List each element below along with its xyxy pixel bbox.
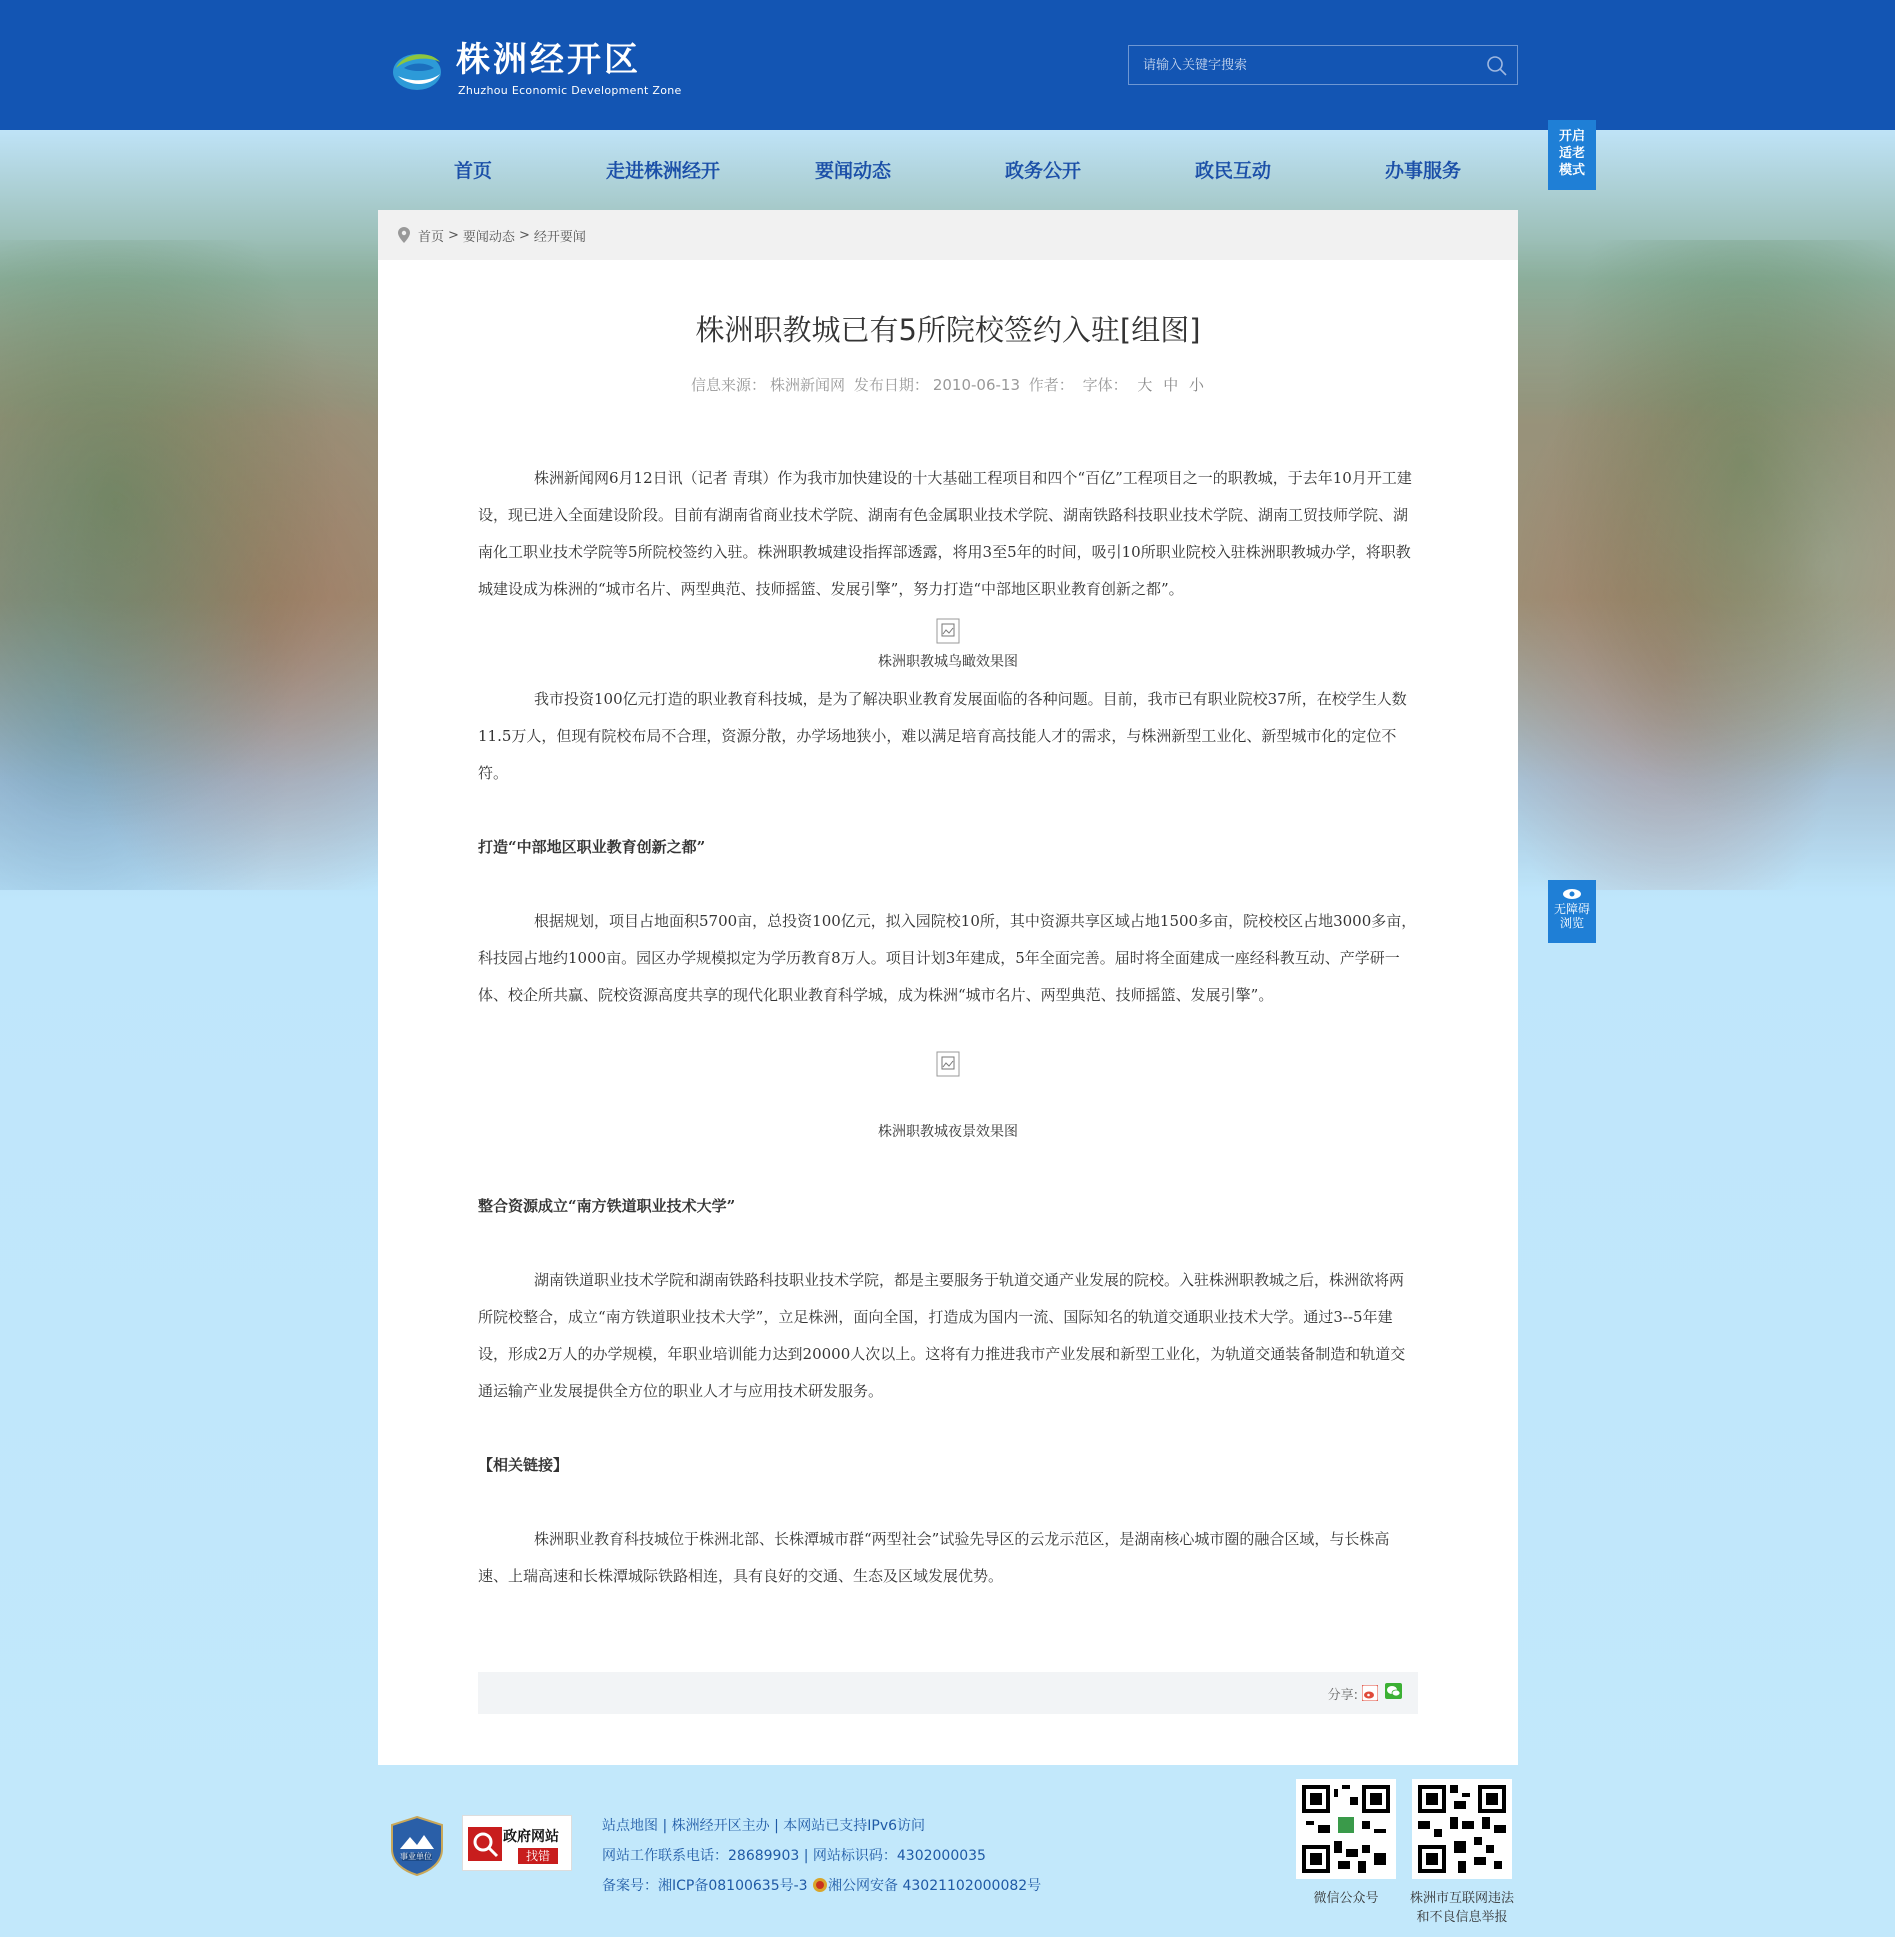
wechat-qr-caption: 微信公众号 bbox=[1313, 1891, 1379, 1906]
site-logo[interactable] bbox=[390, 38, 690, 104]
article-paragraph: 湖南铁道职业技术学院和湖南铁路科技职业技术学院，都是主要服务于轨道交通产业发展的院校。入驻株洲职教城之后，株洲欲将两所院校整合，成立“南方铁道职业技术大学”，立足株洲，面向全国，打造成为国内一流、国际知名的轨道交通职业技术大学。通过3--5年建设，形成2万人的办学规模，年职业培训能力达到20000人次以上。这将有力推进我市产业发展和新型工业化，为轨道交通装备制造和轨道交通运输产业发展提供全方位的职业人才与应用技术研发服务。 bbox=[478, 1271, 1406, 1400]
font-size-label: 字体： bbox=[1082, 376, 1128, 394]
elderly-mode-label-1: 开启 bbox=[1558, 129, 1585, 144]
broken-image-icon bbox=[936, 1051, 960, 1077]
section-heading: 整合资源成立“南方铁道职业技术大学” bbox=[478, 1197, 736, 1215]
breadcrumb-current[interactable]: 经开要闻 bbox=[533, 229, 586, 245]
font-size-medium[interactable]: 中 bbox=[1163, 376, 1179, 394]
gov-site-error-report-badge[interactable] bbox=[462, 1815, 572, 1871]
phone-label: 网站工作联系电话： bbox=[602, 1848, 728, 1864]
accessibility-button[interactable] bbox=[1548, 880, 1596, 943]
article-paragraph: 根据规划，项目占地面积5700亩，总投资100亿元，拟入园院校10所，其中资源共享区域占地1500多亩，院校校区占地3000多亩，科技园占地约1000亩。园区办学规模拟定为学历教育8万人。项目计划3年建成，5年全面完善。届时将全面建成一座经科教互动、产学研一体、校企所共赢、院校资源高度共享的现代化职业教育科学城，成为株洲“城市名片、两型典范、技师摇篮、发展引擎”。 bbox=[478, 912, 1417, 1004]
spacer bbox=[478, 1225, 1418, 1262]
spacer bbox=[478, 1077, 1418, 1114]
image-caption: 株洲职教城夜景效果图 bbox=[878, 1124, 1018, 1140]
eye-icon bbox=[1562, 888, 1582, 900]
main-nav bbox=[378, 150, 1518, 192]
nav-about[interactable]: 走进株洲经开 bbox=[605, 160, 720, 182]
background-scenery-right bbox=[1518, 240, 1895, 890]
sitemap-link[interactable]: 站点地图 bbox=[602, 1818, 658, 1834]
site-subtitle: Zhuzhou Economic Development Zone bbox=[458, 84, 682, 97]
footer-links-row: 站点地图 | 株洲经开区主办 | 本网站已支持IPv6访问 bbox=[602, 1818, 926, 1834]
article-body bbox=[478, 460, 1418, 1595]
report-qr-caption bbox=[1400, 1889, 1524, 1927]
police-record-link[interactable]: 湘公网安备 43021102000082号 bbox=[828, 1878, 1042, 1894]
report-qr-caption-line1: 株洲市互联网违法 bbox=[1409, 1891, 1514, 1906]
article-paragraph: 株洲新闻网6月12日讯（记者 青琪）作为我市加快建设的十大基础工程项目和四个“百亿”工程项目之一的职教城，于去年10月开工建设，现已进入全面建设阶段。目前有湖南省商业技术学院、湖南有色金属职业技术学院、湖南铁路科技职业技术学院、湖南工贸技师学院、湖南化工职业技术学院等5所院校签约入驻。株洲职教城建设指挥部透露，将用3至5年的时间，吸引10所职业院校入驻株洲职教城办学，将职教城建设成为株洲的“城市名片、两型典范、技师摇篮、发展引擎”，努力打造“中部地区职业教育创新之都”。 bbox=[478, 469, 1412, 598]
ipv6-text: 本网站已支持IPv6访问 bbox=[783, 1818, 926, 1834]
nav-news[interactable]: 要闻动态 bbox=[814, 160, 891, 182]
site-id-label: 网站标识码： bbox=[812, 1848, 897, 1864]
report-qr-code bbox=[1412, 1779, 1512, 1879]
gov-site-text: 政府网站 bbox=[503, 1829, 559, 1845]
spacer bbox=[478, 1484, 1418, 1521]
nav-services[interactable]: 办事服务 bbox=[1384, 160, 1461, 182]
share-bar bbox=[478, 1672, 1418, 1714]
public-institution-badge[interactable] bbox=[390, 1815, 444, 1877]
breadcrumb-separator: > bbox=[448, 227, 459, 243]
breadcrumb-separator: > bbox=[518, 227, 530, 243]
accessibility-label-2: 浏览 bbox=[1559, 916, 1584, 930]
search-icon[interactable] bbox=[1485, 54, 1509, 78]
footer-info bbox=[602, 1811, 1041, 1901]
location-pin-icon bbox=[398, 227, 410, 243]
breadcrumb-news[interactable]: 要闻动态 bbox=[462, 229, 515, 245]
accessibility-label-1: 无障碍 bbox=[1553, 902, 1590, 916]
wechat-share-icon[interactable] bbox=[1385, 1683, 1402, 1699]
qr-code-icon bbox=[1302, 1785, 1390, 1873]
qr-code-icon bbox=[1418, 1785, 1506, 1873]
article-meta bbox=[378, 374, 1518, 395]
breadcrumb-home[interactable]: 首页 bbox=[418, 229, 445, 245]
spacer bbox=[478, 866, 1418, 903]
source-label: 信息来源： bbox=[691, 376, 767, 394]
source-value: 株洲新闻网 bbox=[770, 376, 846, 394]
article-paragraph: 株洲职业教育科技城位于株洲北部、长株潭城市群“两型社会”试验先导区的云龙示范区，是湖南核心城市圈的融合区域，与长株高速、上瑞高速和长株潭城际铁路相连，具有良好的交通、生态及区域发展优势。 bbox=[478, 1530, 1390, 1585]
font-size-large[interactable]: 大 bbox=[1137, 376, 1153, 394]
article-paragraph: 我市投资100亿元打造的职业教育科技城，是为了解决职业教育发展面临的各种问题。目前，我市已有职业院校37所，在校学生人数11.5万人，但现有院校布局不合理，资源分散，办学场地狭小，难以满足培育高技能人才的需求，与株洲新型工业化、新型城市化的定位不符。 bbox=[478, 690, 1407, 782]
article-title: 株洲职教城已有5所院校签约入驻[组图] bbox=[695, 313, 1201, 347]
image-caption: 株洲职教城鸟瞰效果图 bbox=[878, 654, 1018, 670]
background-scenery-left bbox=[0, 240, 380, 890]
site-id-value: 4302000035 bbox=[896, 1848, 986, 1864]
footer bbox=[0, 1765, 1895, 1937]
shield-icon bbox=[390, 1815, 444, 1877]
spacer bbox=[478, 1151, 1418, 1188]
sponsor-text: 株洲经开区主办 bbox=[671, 1818, 770, 1834]
elderly-mode-label-2: 适老 bbox=[1558, 146, 1585, 161]
public-institution-text: 事业单位 bbox=[400, 1852, 432, 1861]
icp-link[interactable]: 湘ICP备08100635号-3 bbox=[658, 1878, 808, 1894]
elderly-mode-button[interactable] bbox=[1548, 120, 1596, 190]
spacer bbox=[478, 1014, 1418, 1051]
spacer bbox=[478, 792, 1418, 829]
author-label: 作者： bbox=[1028, 376, 1074, 394]
police-badge-icon bbox=[812, 1877, 828, 1893]
nav-interaction[interactable]: 政民互动 bbox=[1194, 160, 1271, 182]
font-size-small[interactable]: 小 bbox=[1188, 376, 1204, 394]
share-label: 分享: bbox=[1327, 1688, 1358, 1703]
magnifier-icon bbox=[468, 1827, 502, 1861]
report-error-text: 找错 bbox=[518, 1848, 558, 1864]
footer-contact-row: 网站工作联系电话：28689903 | 网站标识码：4302000035 bbox=[602, 1848, 986, 1864]
footer-icp-row bbox=[602, 1871, 1041, 1901]
wechat-qr-code bbox=[1296, 1779, 1396, 1879]
spacer bbox=[478, 1410, 1418, 1447]
nav-gov-affairs[interactable]: 政务公开 bbox=[1004, 160, 1081, 182]
header-bar bbox=[0, 0, 1895, 130]
logo-icon bbox=[390, 42, 444, 96]
site-title: 株洲经开区 bbox=[456, 40, 641, 80]
main-content bbox=[378, 210, 1518, 1765]
breadcrumb bbox=[378, 210, 1518, 260]
search-input[interactable] bbox=[1129, 46, 1469, 84]
search-box bbox=[1128, 45, 1518, 85]
icp-label: 备案号： bbox=[602, 1878, 658, 1894]
date-value: 2010-06-13 bbox=[932, 376, 1021, 394]
report-qr-caption-line2: 和不良信息举报 bbox=[1416, 1910, 1508, 1925]
nav-home[interactable]: 首页 bbox=[453, 160, 492, 182]
weibo-share-icon[interactable] bbox=[1362, 1685, 1378, 1701]
section-heading: 打造“中部地区职业教育创新之都” bbox=[478, 838, 706, 856]
elderly-mode-label-3: 模式 bbox=[1558, 163, 1585, 178]
phone-value: 28689903 bbox=[728, 1848, 800, 1864]
broken-image-icon bbox=[936, 618, 960, 644]
section-heading: 【相关链接】 bbox=[478, 1456, 569, 1474]
date-label: 发布日期： bbox=[853, 376, 929, 394]
